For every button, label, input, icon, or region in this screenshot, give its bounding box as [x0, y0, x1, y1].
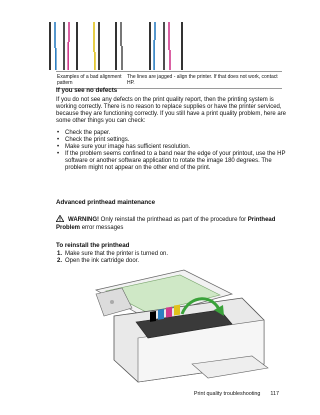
warning-tail: error messages — [81, 225, 124, 232]
table-cell-example: Examples of a bad alignment pattern — [57, 74, 122, 87]
warning-triangle-icon — [56, 215, 64, 225]
warning-text: Only reinstall the printhead as part of the procedure for — [100, 217, 247, 223]
alignment-pattern-image — [42, 22, 192, 70]
list-item: • Make sure your image has sufficient resolution. — [57, 144, 191, 151]
steps-list — [56, 251, 286, 265]
table-cell-action: The lines are jagged - align the printer. If that does not work, contact HP. — [127, 74, 278, 87]
printer-illustration — [92, 268, 270, 386]
footer-section: Print quality troubleshooting — [193, 391, 261, 397]
list-item: • Check the paper. — [57, 130, 111, 136]
list-item: 2. Open the ink cartridge door. — [57, 258, 140, 265]
warning-strong: Printhead Problem — [56, 217, 276, 232]
list-item: • If the problem seems confined to a band near the edge of your printout, use the HP software or another software application to rotate the image 180 degrees. The problem might not appear on the other end of the print. — [57, 151, 286, 172]
list-item: 1. Make sure that the printer is turned on. — [57, 251, 169, 257]
no-defects-paragraph: If you do not see any defects on the print quality report, then the printing system is working correctly. There is no reason to replace supplies or have the printer serviced, because they are functioning correctly. If you still have a print quality problem, here are some other things you can check: — [56, 97, 287, 125]
page-number: 117 — [270, 391, 279, 397]
no-defects-heading: If you see no defects — [56, 87, 118, 94]
page-footer — [194, 391, 279, 397]
list-item: • Check the print settings. — [57, 137, 130, 144]
advanced-heading: Advanced printhead maintenance — [56, 199, 156, 206]
warning-label: WARNING! — [68, 217, 99, 223]
warning-note — [56, 215, 286, 232]
reinstall-heading: To reinstall the printhead — [56, 242, 130, 249]
checks-list — [56, 130, 286, 173]
